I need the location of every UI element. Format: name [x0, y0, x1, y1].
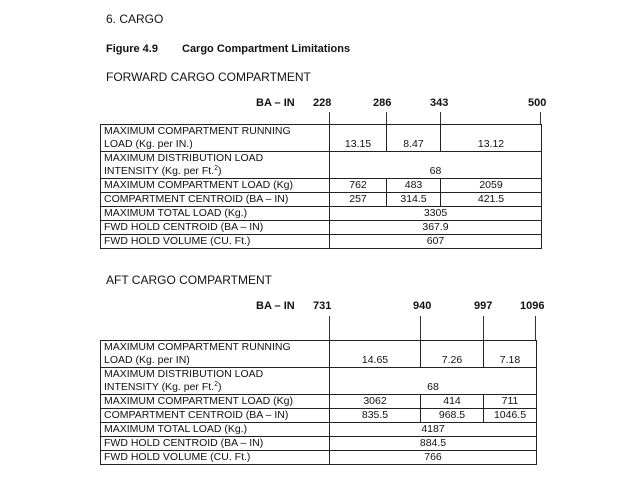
compartment-centroid-value: 835.5 [330, 409, 421, 423]
figure-number: Figure 4.9 [106, 43, 158, 55]
forward-station: 500 [528, 97, 547, 109]
aft-station: 731 [313, 300, 332, 312]
table-row [101, 193, 542, 207]
row-label: MAXIMUM COMPARTMENT LOAD (Kg) [101, 395, 330, 409]
table-row [101, 152, 542, 179]
compartment-load-value: 3062 [330, 395, 421, 409]
aft-station: 940 [413, 300, 432, 312]
row-label: MAXIMUM TOTAL LOAD (Kg.) [101, 207, 330, 221]
row-label: FWD HOLD VOLUME (CU. Ft.) [101, 235, 330, 249]
row-label: MAXIMUM COMPARTMENT LOAD (Kg) [101, 179, 330, 193]
compartment-load-value: 762 [330, 179, 387, 193]
table-row [101, 409, 537, 423]
aft-station: 997 [474, 300, 493, 312]
row-label: MAXIMUM DISTRIBUTION LOAD INTENSITY (Kg. per Ft.$^2$) [101, 368, 330, 395]
station-tick [535, 316, 536, 340]
table-row [101, 179, 542, 193]
running-load-value: 14.65 [330, 341, 421, 368]
forward-ba-label: BA – IN [256, 97, 295, 109]
running-load-value: 13.12 [441, 125, 542, 152]
table-row [101, 368, 537, 395]
aft-station: 1096 [520, 300, 545, 312]
row-label: COMPARTMENT CENTROID (BA – IN) [101, 193, 330, 207]
running-load-value: 7.26 [421, 341, 484, 368]
compartment-load-value: 711 [484, 395, 537, 409]
aft-ba-label: BA – IN [256, 300, 295, 312]
compartment-centroid-value: 968.5 [421, 409, 484, 423]
figure-title: Cargo Compartment Limitations [182, 43, 351, 55]
forward-station: 286 [373, 97, 392, 109]
table-row [101, 423, 537, 437]
running-load-value: 8.47 [387, 125, 441, 152]
station-tick [440, 112, 441, 124]
compartment-centroid-value: 314.5 [387, 193, 441, 207]
distribution-load-value: 68 [330, 368, 537, 395]
row-label: MAXIMUM COMPARTMENT RUNNING LOAD (Kg. per IN.) [101, 125, 330, 152]
table-row [101, 125, 542, 152]
aft-heading: AFT CARGO COMPARTMENT [106, 273, 273, 287]
forward-heading: FORWARD CARGO COMPARTMENT [106, 70, 311, 84]
station-tick [483, 316, 484, 340]
station-tick [329, 316, 330, 340]
hold-centroid-value: 367.9 [330, 221, 542, 235]
forward-station: 228 [313, 97, 332, 109]
table-row [101, 395, 537, 409]
running-load-value: 13.15 [330, 125, 387, 152]
total-load-value: 4187 [330, 423, 537, 437]
table-row [101, 437, 537, 451]
hold-centroid-value: 884.5 [330, 437, 537, 451]
compartment-load-value: 483 [387, 179, 441, 193]
hold-volume-value: 607 [330, 235, 542, 249]
distribution-load-value: 68 [330, 152, 542, 179]
hold-volume-value: 766 [330, 451, 537, 465]
row-label: FWD HOLD VOLUME (CU. Ft.) [101, 451, 330, 465]
table-row [101, 235, 542, 249]
station-tick [540, 112, 541, 124]
row-label: FWD HOLD CENTROID (BA – IN) [101, 437, 330, 451]
section-heading: 6. CARGO [106, 12, 164, 26]
running-load-value: 7.18 [484, 341, 537, 368]
station-tick [386, 112, 387, 124]
row-label: MAXIMUM TOTAL LOAD (Kg.) [101, 423, 330, 437]
aft-cargo-table [100, 340, 537, 465]
table-row [101, 451, 537, 465]
compartment-centroid-value: 421.5 [441, 193, 542, 207]
table-row [101, 341, 537, 368]
table-row [101, 221, 542, 235]
forward-cargo-table [100, 124, 542, 249]
row-label: MAXIMUM DISTRIBUTION LOAD INTENSITY (Kg. per Ft.$^2$) [101, 152, 330, 179]
station-tick [329, 112, 330, 124]
compartment-centroid-value: 257 [330, 193, 387, 207]
total-load-value: 3305 [330, 207, 542, 221]
station-tick [420, 316, 421, 340]
compartment-load-value: 2059 [441, 179, 542, 193]
row-label: MAXIMUM COMPARTMENT RUNNING LOAD (Kg. per IN) [101, 341, 330, 368]
table-row [101, 207, 542, 221]
compartment-centroid-value: 1046.5 [484, 409, 537, 423]
row-label: COMPARTMENT CENTROID (BA – IN) [101, 409, 330, 423]
row-label: FWD HOLD CENTROID (BA – IN) [101, 221, 330, 235]
forward-station: 343 [430, 97, 449, 109]
compartment-load-value: 414 [421, 395, 484, 409]
